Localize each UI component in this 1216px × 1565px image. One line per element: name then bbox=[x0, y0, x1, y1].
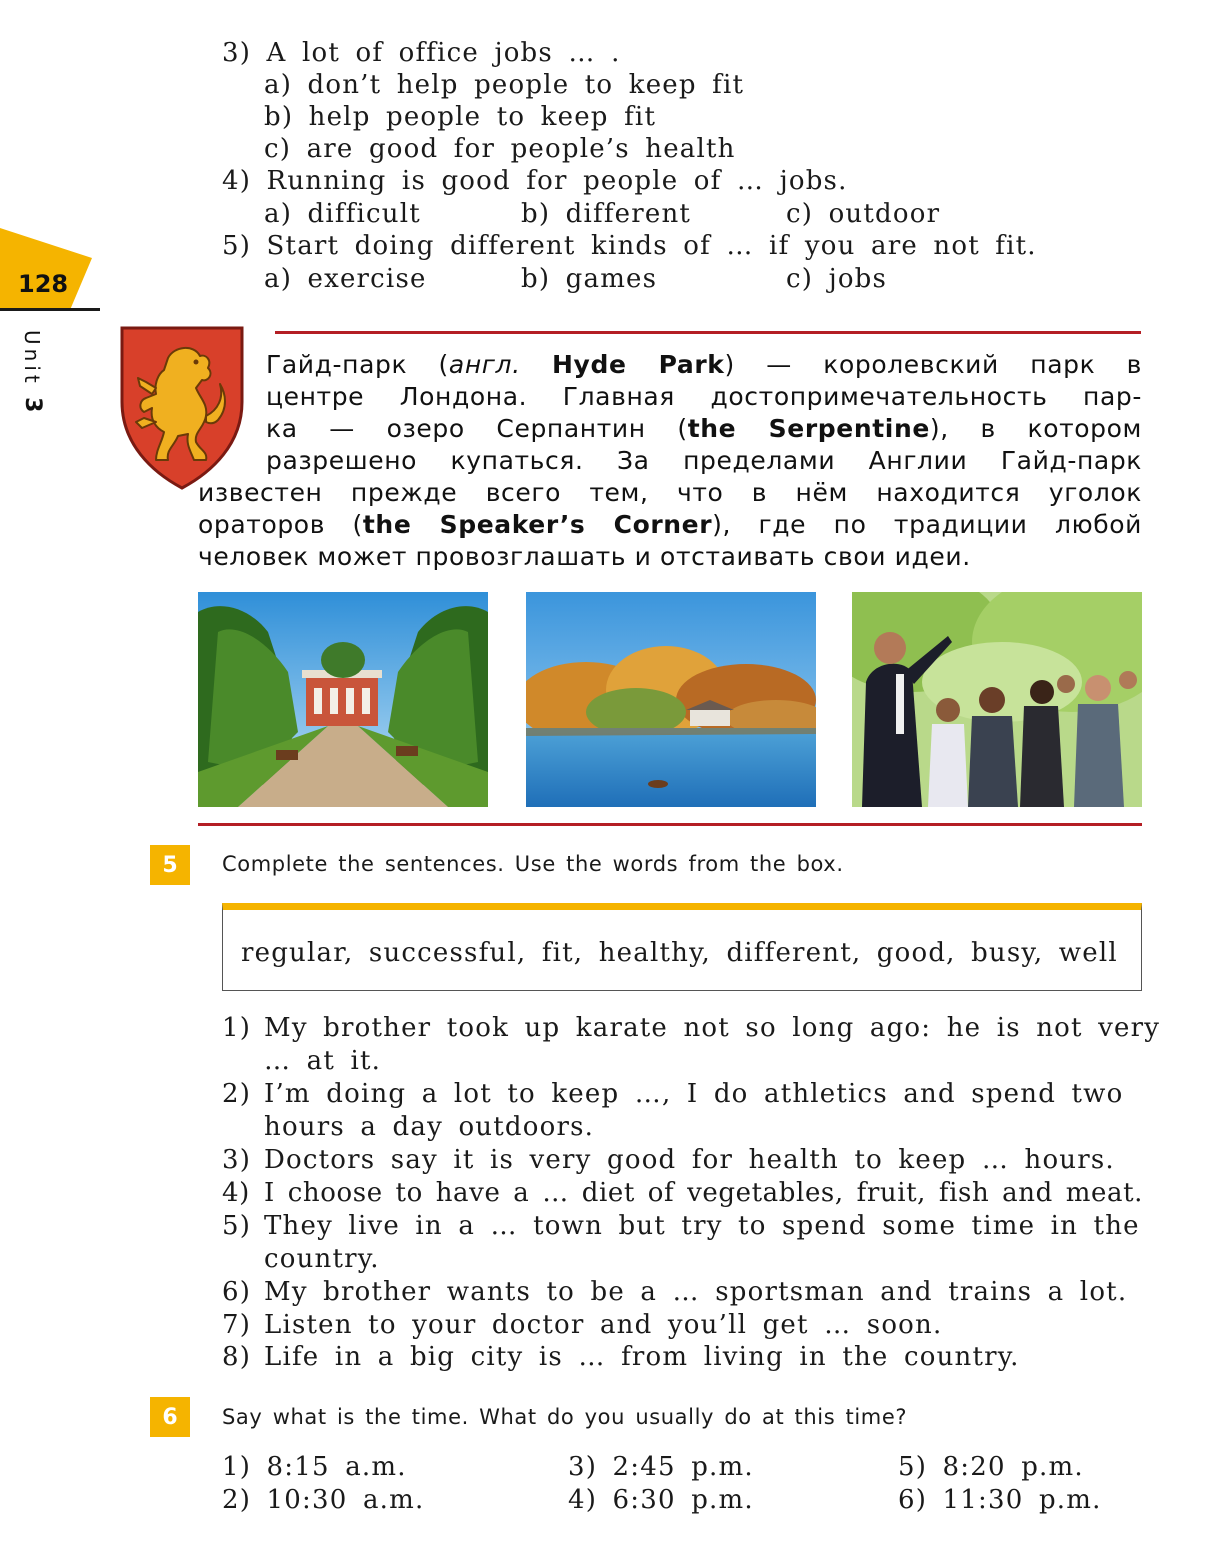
ex5-item-7 bbox=[222, 1310, 942, 1340]
info-line-3 bbox=[266, 414, 1142, 443]
photo-kensington-palace-avenue bbox=[198, 592, 488, 807]
ex5-item-4-text: I choose to have a … diet of vegetables, fruit, fish and meat. bbox=[264, 1178, 1143, 1208]
ex5-item-2 bbox=[222, 1079, 1123, 1109]
question-4-option-a: a) difficult bbox=[264, 199, 421, 229]
time-item-4: 4) 6:30 p.m. bbox=[568, 1485, 754, 1515]
ex5-item-2-number: 2) bbox=[222, 1079, 252, 1109]
time-item-1: 1) 8:15 a.m. bbox=[222, 1452, 407, 1482]
exercise-6-instruction: Say what is the time. What do you usually do at this time? bbox=[222, 1405, 908, 1429]
ex5-item-1-number: 1) bbox=[222, 1013, 252, 1043]
question-5-stem: 5) Start doing different kinds of … if you are not fit. bbox=[222, 231, 1037, 261]
time-item-2: 2) 10:30 a.m. bbox=[222, 1485, 425, 1515]
info-line-1-part-5: ) — королевский парк в bbox=[724, 350, 1142, 379]
time-item-3: 3) 2:45 p.m. bbox=[568, 1452, 754, 1482]
time-item-5: 5) 8:20 p.m. bbox=[898, 1452, 1084, 1482]
unit-number: 3 bbox=[20, 397, 45, 417]
info-line-1 bbox=[266, 350, 1142, 379]
question-4-stem: 4) Running is good for people of … jobs. bbox=[222, 166, 848, 196]
info-line-2: центре Лондона. Главная достопримечательность пар- bbox=[266, 382, 1142, 411]
question-3-option-b: b) help people to keep fit bbox=[264, 102, 657, 132]
ex5-item-4-number: 4) bbox=[222, 1178, 250, 1208]
info-serpentine-term: the Serpentine bbox=[687, 414, 930, 443]
heraldic-shield-icon bbox=[116, 324, 248, 492]
ex5-item-5-number: 5) bbox=[222, 1211, 252, 1241]
ex5-item-8 bbox=[222, 1342, 1020, 1372]
question-3-stem: 3) A lot of office jobs … . bbox=[222, 38, 621, 68]
ex5-item-8-number: 8) bbox=[222, 1342, 252, 1372]
exercise-6-badge: 6 bbox=[150, 1397, 190, 1437]
info-line-6 bbox=[198, 510, 1142, 539]
ex5-item-5-cont: country. bbox=[264, 1244, 380, 1274]
ex5-item-5-text: They live in a … town but try to spend some time in the bbox=[264, 1211, 1140, 1241]
ex5-item-1-text: My brother took up karate not so long ago: he is not very bbox=[264, 1013, 1161, 1043]
ex5-item-5 bbox=[222, 1211, 1140, 1241]
question-5-option-a: a) exercise bbox=[264, 264, 427, 294]
ex5-item-3-text: Doctors say it is very good for health to keep … hours. bbox=[264, 1145, 1115, 1175]
info-line-7: человек может провозглашать и отстаивать свои идеи. bbox=[198, 542, 971, 571]
ex5-item-4 bbox=[222, 1178, 1143, 1208]
info-line-3-part-3: ), в котором bbox=[929, 414, 1142, 443]
unit-label bbox=[20, 330, 45, 416]
question-4-option-b: b) different bbox=[521, 199, 692, 229]
info-line-6-part-3: ), где по традиции любой bbox=[712, 510, 1142, 539]
ex5-item-8-text: Life in a big city is … from living in the country. bbox=[264, 1342, 1020, 1372]
page-tab-rule bbox=[0, 308, 100, 311]
ex5-item-6-number: 6) bbox=[222, 1277, 252, 1307]
word-box bbox=[222, 903, 1142, 991]
word-box-text: regular, successful, fit, healthy, different, good, busy, well bbox=[241, 938, 1118, 968]
question-5-option-c: c) jobs bbox=[786, 264, 888, 294]
unit-word: Unit bbox=[20, 330, 44, 387]
ex5-item-7-number: 7) bbox=[222, 1310, 252, 1340]
question-4-option-c: c) outdoor bbox=[786, 199, 941, 229]
info-hyde-park-term: Hyde Park bbox=[552, 350, 725, 379]
ex5-item-1 bbox=[222, 1013, 1160, 1043]
ex5-item-3-number: 3) bbox=[222, 1145, 252, 1175]
page-number: 128 bbox=[18, 270, 69, 298]
photo-serpentine-lake bbox=[526, 592, 816, 807]
info-line-1-part-1: Гайд-парк ( bbox=[266, 350, 449, 379]
ex5-item-1-cont: … at it. bbox=[264, 1046, 382, 1076]
question-3-option-a: a) don’t help people to keep fit bbox=[264, 70, 745, 100]
info-line-5: известен прежде всего тем, что в нём находится уголок bbox=[198, 478, 1142, 507]
time-item-6: 6) 11:30 p.m. bbox=[898, 1485, 1102, 1515]
info-speakers-corner-term: the Speaker’s Corner bbox=[362, 510, 713, 539]
info-line-1-space bbox=[521, 350, 552, 379]
exercise-5-badge: 5 bbox=[150, 845, 190, 885]
info-line-4: разрешено купаться. За пределами Англии Гайд-парк bbox=[266, 446, 1142, 475]
ex5-item-6-text: My brother wants to be a … sportsman and trains a lot. bbox=[264, 1277, 1128, 1307]
ex5-item-2-cont: hours a day outdoors. bbox=[264, 1112, 595, 1142]
info-english-abbr: англ. bbox=[448, 350, 521, 379]
info-top-rule bbox=[275, 331, 1141, 334]
info-line-3-part-1: ка — озеро Серпантин ( bbox=[266, 414, 688, 443]
info-bottom-rule bbox=[198, 823, 1142, 826]
ex5-item-7-text: Listen to your doctor and you’ll get … soon. bbox=[264, 1310, 943, 1340]
info-line-6-part-1: ораторов ( bbox=[198, 510, 363, 539]
ex5-item-6 bbox=[222, 1277, 1127, 1307]
ex5-item-3 bbox=[222, 1145, 1115, 1175]
photo-speakers-corner bbox=[852, 592, 1142, 807]
question-5-option-b: b) games bbox=[521, 264, 658, 294]
question-3-option-c: c) are good for people’s health bbox=[264, 134, 736, 164]
ex5-item-2-text: I’m doing a lot to keep …, I do athletics and spend two bbox=[264, 1079, 1124, 1109]
exercise-5-instruction: Complete the sentences. Use the words from the box. bbox=[222, 852, 844, 876]
